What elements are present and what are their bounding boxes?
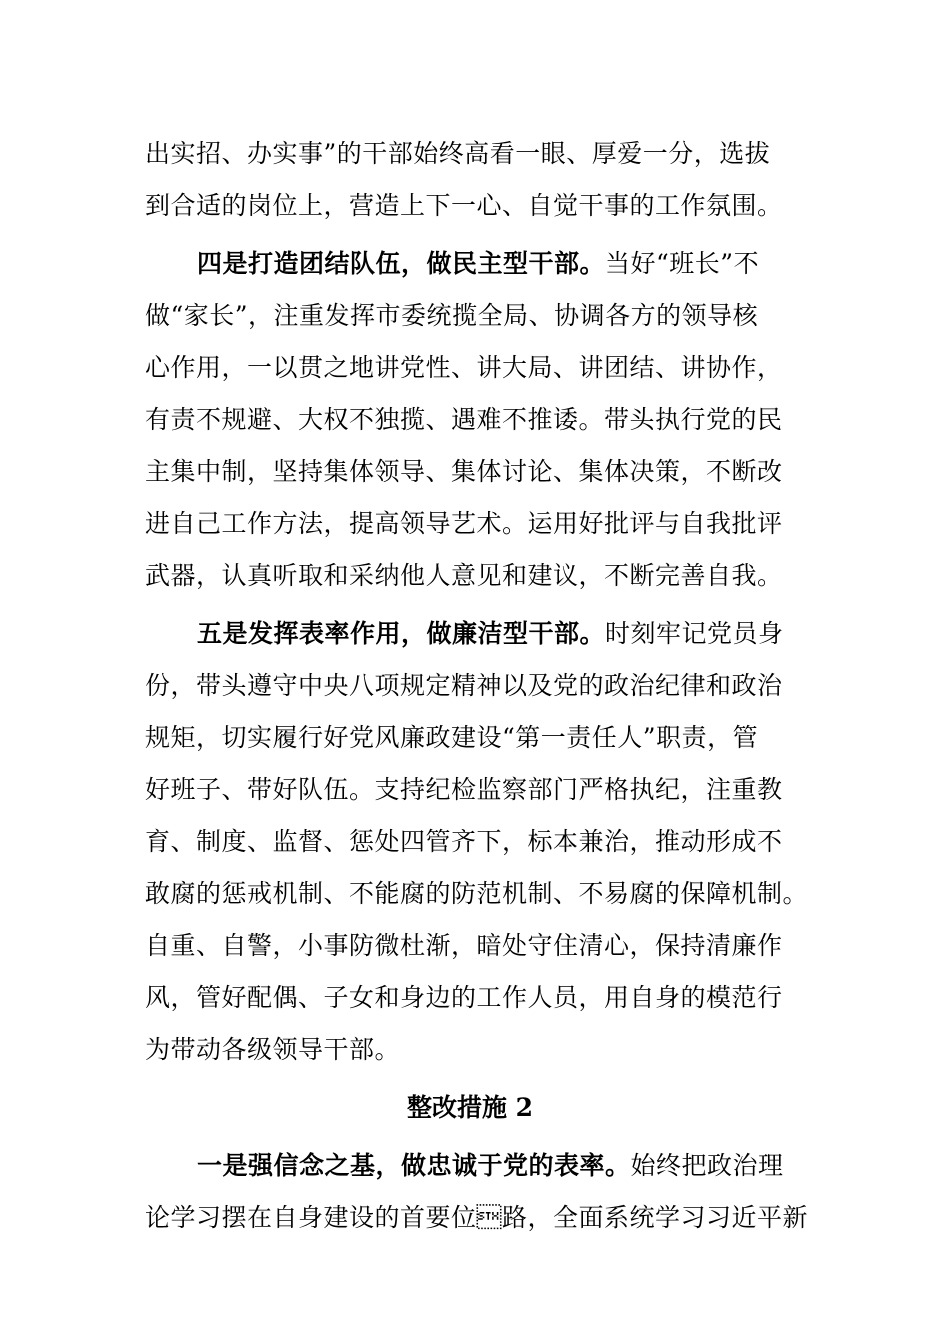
paragraph-line: 自重、自警，小事防微杜渐，暗处守住清心，保持清廉作	[145, 931, 783, 960]
paragraph-3	[145, 608, 809, 1076]
paragraph-line: 敢腐的惩戒机制、不能腐的防范机制、不易腐的保障机制。	[145, 879, 809, 908]
section-heading: 整改措施 2	[406, 1093, 534, 1122]
paragraph-line: 份，带头遵守中央八项规定精神以及党的政治纪律和政治	[145, 671, 783, 700]
paragraph-text: 当好“班长”不	[605, 249, 760, 278]
paragraph-1	[145, 128, 795, 232]
paragraph-lead-heading: 一是强信念之基，做忠诚于党的表率。	[197, 1151, 631, 1180]
paragraph-text: 始终把政治理	[630, 1151, 784, 1180]
document-body	[145, 128, 809, 1244]
paragraph-line: 为带动各级领导干部。	[145, 1035, 401, 1064]
paragraph-line: 进自己工作方法，提高领导艺术。运用好批评与自我批评	[145, 509, 783, 538]
paragraph-text: 时刻牢记党员身	[605, 619, 784, 648]
paragraph-first-line	[145, 608, 795, 660]
paragraph-first-line	[145, 238, 795, 290]
paragraph-line: 风，管好配偶、子女和身边的工作人员，用自身的模范行	[145, 983, 783, 1012]
paragraph-line: 武器，认真听取和采纳他人意见和建议，不断完善自我。	[145, 561, 783, 590]
paragraph-line: 育、制度、监督、惩处四管齐下，标本兼治，推动形成不	[145, 827, 783, 856]
paragraph-line: 论学习摆在自身建设的首要位路，全面系统学习习近平新	[145, 1203, 809, 1232]
paragraph-line: 好班子、带好队伍。支持纪检监察部门严格执纪，注重教	[145, 775, 783, 804]
paragraph-line: 做“家长”，注重发挥市委统揽全局、协调各方的领导核	[145, 301, 759, 330]
paragraph-line: 规矩，切实履行好党风廉政建设“第一责任人”职责，管	[145, 723, 759, 752]
paragraph-2	[145, 238, 795, 602]
paragraph-line: 到合适的岗位上，营造上下一心、自觉干事的工作氛围。	[145, 191, 783, 220]
paragraph-4	[145, 1140, 809, 1244]
paragraph-lead-heading: 四是打造团结队伍，做民主型干部。	[197, 249, 606, 278]
paragraph-line: 出实招、办实事”的干部始终高看一眼、厚爱一分，选拔	[145, 139, 771, 168]
paragraph-line: 有责不规避、大权不独揽、遇难不推诿。带头执行党的民	[145, 405, 783, 434]
paragraph-lead-heading: 五是发挥表率作用，做廉洁型干部。	[197, 619, 606, 648]
paragraph-first-line	[145, 1140, 795, 1192]
paragraph-line: 心作用，一以贯之地讲党性、讲大局、讲团结、讲协作，	[145, 353, 783, 382]
paragraph-line: 主集中制，坚持集体领导、集体讨论、集体决策，不断改	[145, 457, 783, 486]
